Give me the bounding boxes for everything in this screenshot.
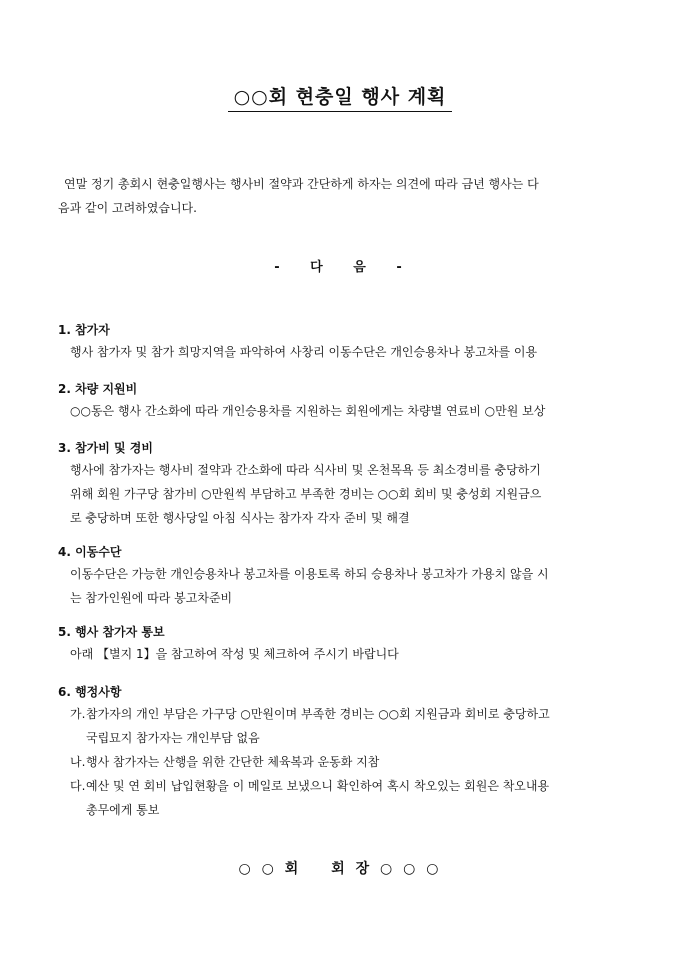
admin-item	[70, 702, 628, 750]
item-line: 참가자의 개인 부담은 가구당 ○만원이며 부족한 경비는 ○○회 지원금과 회비로 충당하고	[86, 707, 550, 721]
section-notification	[58, 622, 628, 666]
section-body	[58, 458, 628, 530]
section-line: 이동수단은 가능한 개인승용차나 봉고차를 이용토록 하되 승용차나 봉고차가 가용치 않을 시	[70, 567, 549, 581]
section-body	[58, 340, 628, 364]
section-line: 행사 참가자 및 참가 희망지역을 파악하여 사창리 이동수단은 개인승용차나 봉고차를 이용	[70, 345, 538, 359]
daeum-heading: - 다 음 -	[274, 260, 406, 275]
section-vehicle-support	[58, 379, 628, 423]
chairperson-name: 회 장 ○ ○ ○	[331, 861, 442, 877]
section-body	[58, 562, 628, 610]
section-heading: 4. 이동수단	[58, 545, 122, 559]
section-heading: 6. 행정사항	[58, 685, 122, 699]
section-line: ○○동은 행사 간소화에 따라 개인승용차를 지원하는 회원에게는 차량별 연료비 ○만원 보상	[70, 404, 546, 418]
section-line: 는 참가인원에 따라 봉고차준비	[70, 591, 233, 605]
item-line: 국립묘지 참가자는 개인부담 없음	[86, 731, 260, 745]
signature-line	[0, 858, 680, 878]
item-line: 예산 및 연 회비 납입현황을 이 메일로 보냈으니 확인하여 혹시 착오있는 회원은 착오내용	[86, 779, 550, 793]
admin-item	[70, 750, 628, 774]
item-marker: 다.	[70, 779, 86, 793]
admin-item	[70, 774, 628, 822]
section-heading: 3. 참가비 및 경비	[58, 441, 153, 455]
section-body	[58, 642, 628, 666]
section-admin	[58, 682, 628, 822]
section-body	[58, 702, 628, 822]
section-heading: 2. 차량 지원비	[58, 382, 138, 396]
section-body	[58, 399, 628, 423]
section-line: 로 충당하며 또한 행사당일 아침 식사는 참가자 각자 준비 및 해결	[70, 511, 410, 525]
item-marker: 가.	[70, 707, 86, 721]
section-fees	[58, 438, 628, 530]
document-title-text: ○○회 현충일 행사 계획	[228, 86, 453, 112]
intro-line: 음과 같이 고려하였습니다.	[58, 201, 197, 215]
section-transport	[58, 542, 628, 610]
section-heading: 5. 행사 참가자 통보	[58, 625, 165, 639]
document-title	[0, 82, 680, 109]
item-marker: 나.	[70, 755, 86, 769]
item-line: 행사 참가자는 산행을 위한 간단한 체육복과 운동화 지참	[86, 755, 380, 769]
organization-name: ○ ○ 회	[238, 861, 302, 877]
intro-line: 연말 정기 총회시 현충일행사는 행사비 절약과 간단하게 하자는 의견에 따라 금년 행사는 다	[64, 177, 539, 191]
section-heading: 1. 참가자	[58, 323, 110, 337]
section-participants	[58, 320, 628, 364]
section-line: 위해 회원 가구당 참가비 ○만원씩 부담하고 부족한 경비는 ○○회 회비 및 충성회 지원금으	[70, 487, 542, 501]
section-line: 행사에 참가자는 행사비 절약과 간소화에 따라 식사비 및 온천목욕 등 최소경비를 충당하기	[70, 463, 541, 477]
intro-paragraph	[58, 172, 628, 220]
section-line: 아래 【별지 1】을 참고하여 작성 및 체크하여 주시기 바랍니다	[70, 647, 399, 661]
item-line: 총무에게 통보	[86, 803, 160, 817]
